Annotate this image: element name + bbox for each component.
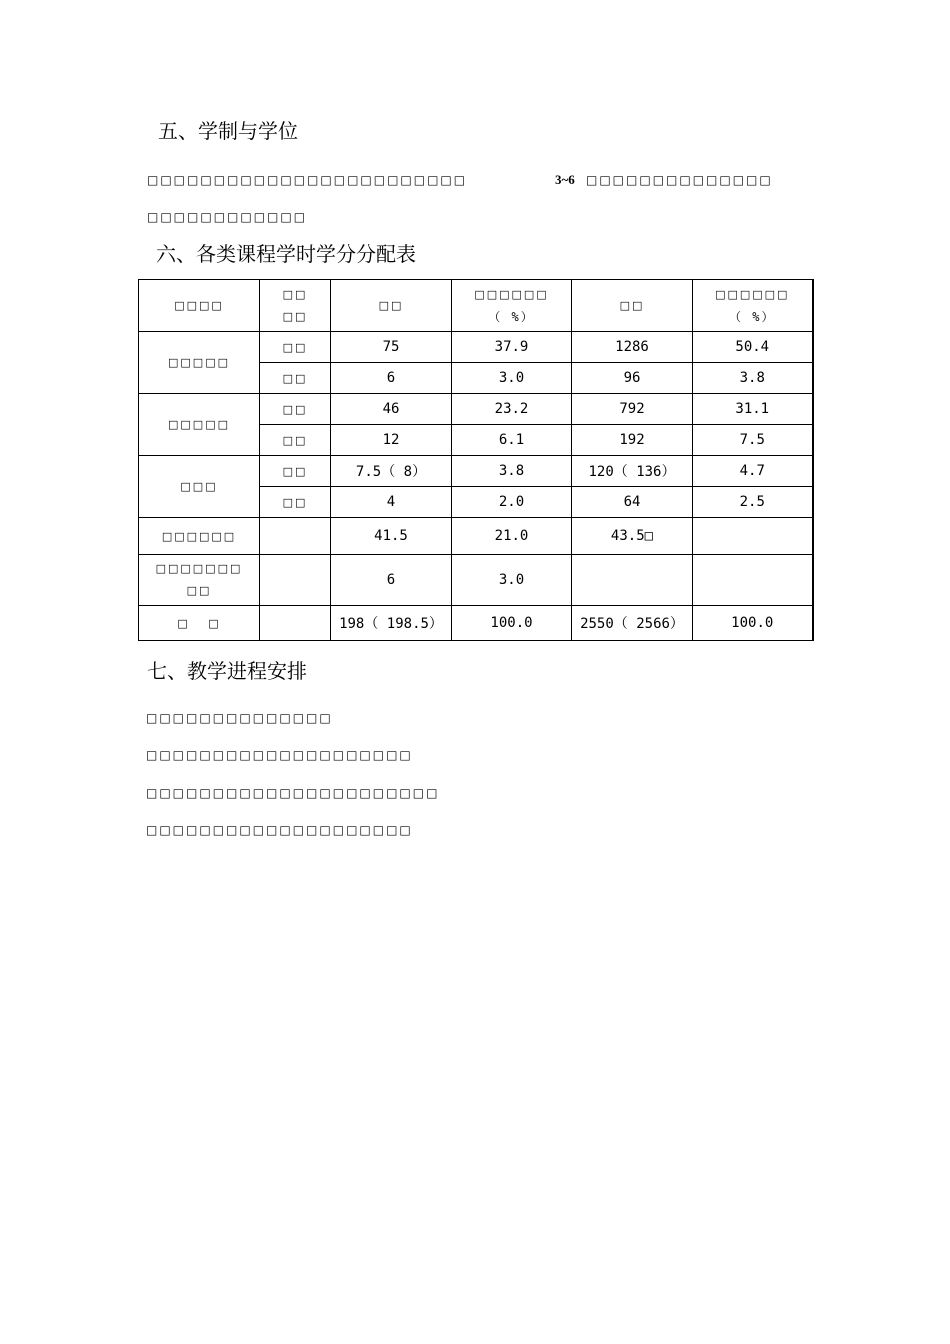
extra-name <box>139 555 260 606</box>
practice-hours-pct-empty <box>693 518 813 555</box>
row-hours-pct: 7.5 <box>693 425 813 456</box>
practice-name: □□□□□□ <box>139 518 260 555</box>
header-hours-pct <box>693 280 813 332</box>
header-credits: □□ <box>331 280 452 332</box>
total-name: □ □ <box>139 606 260 641</box>
extra-hours-pct-empty <box>693 555 813 606</box>
extra-row <box>139 555 813 606</box>
extra-hours-empty <box>572 555 693 606</box>
row-credit-pct: 2.0 <box>452 487 572 518</box>
header-nature-line2: □□ <box>282 309 308 323</box>
header-credit-pct <box>452 280 572 332</box>
practice-credit-pct: 21.0 <box>452 518 572 555</box>
extra-nature-empty <box>260 555 331 606</box>
row-credit-pct: 6.1 <box>452 425 572 456</box>
extra-name-line1: □□□□□□□ <box>155 562 243 575</box>
table-row <box>139 394 813 425</box>
row-hours: 96 <box>572 363 693 394</box>
row-credits: 4 <box>331 487 452 518</box>
row-hours: 120（ 136） <box>572 456 693 487</box>
row-hours: 792 <box>572 394 693 425</box>
section-five-line2: □□□□□□□□□□□□ <box>147 210 308 224</box>
row-nature: □□ <box>260 487 331 518</box>
total-hours: 2550（ 2566） <box>572 606 693 641</box>
header-credit-pct-line1: □□□□□□ <box>474 287 549 301</box>
row-hours-pct: 3.8 <box>693 363 813 394</box>
extra-credits: 6 <box>331 555 452 606</box>
row-credits: 6 <box>331 363 452 394</box>
extra-name-line2: □□ <box>186 584 212 597</box>
header-hours-pct-line1: □□□□□□ <box>715 287 790 301</box>
header-nature-line1: □□ <box>282 287 308 301</box>
section-seven-line: □□□□□□□□□□□□□□□□□□□□□□ <box>146 786 440 800</box>
section-seven-line: □□□□□□□□□□□□□□ <box>146 711 333 725</box>
credit-distribution-table <box>138 279 814 641</box>
group-name: □□□□□ <box>139 332 260 394</box>
total-nature-empty <box>260 606 331 641</box>
row-hours-pct: 50.4 <box>693 332 813 363</box>
table-row <box>139 332 813 363</box>
header-nature <box>260 280 331 332</box>
row-credit-pct: 23.2 <box>452 394 572 425</box>
row-credit-pct: 3.8 <box>452 456 572 487</box>
extra-credit-pct: 3.0 <box>452 555 572 606</box>
row-hours: 64 <box>572 487 693 518</box>
row-nature: □□ <box>260 363 331 394</box>
table-header-row <box>139 280 813 332</box>
row-credits: 7.5（ 8） <box>331 456 452 487</box>
row-credit-pct: 37.9 <box>452 332 572 363</box>
header-hours: □□ <box>572 280 693 332</box>
row-credits: 75 <box>331 332 452 363</box>
row-hours-pct: 31.1 <box>693 394 813 425</box>
section-six-heading: 六、各类课程学时学分分配表 <box>156 242 416 266</box>
row-nature: □□ <box>260 394 331 425</box>
row-credit-pct: 3.0 <box>452 363 572 394</box>
header-category: □□□□ <box>139 280 260 332</box>
row-hours-pct: 2.5 <box>693 487 813 518</box>
section-five-line1-a: □□□□□□□□□□□□□□□□□□□□□□□□ <box>147 173 468 187</box>
row-nature: □□ <box>260 332 331 363</box>
total-row <box>139 606 813 641</box>
row-credits: 12 <box>331 425 452 456</box>
section-seven-heading: 七、教学进程安排 <box>147 659 307 683</box>
row-hours: 192 <box>572 425 693 456</box>
header-hours-pct-line2: （ %） <box>729 309 776 324</box>
section-five-heading: 五、学制与学位 <box>158 119 298 143</box>
practice-row <box>139 518 813 555</box>
practice-credits: 41.5 <box>331 518 452 555</box>
row-nature: □□ <box>260 456 331 487</box>
total-credits: 198（ 198.5） <box>331 606 452 641</box>
section-seven-line: □□□□□□□□□□□□□□□□□□□□ <box>146 748 413 762</box>
section-five-line1-c: □□□□□□□□□□□□□□ <box>586 173 773 187</box>
section-five-line1-b: 3~6 <box>555 172 575 187</box>
row-nature: □□ <box>260 425 331 456</box>
group-name: □□□ <box>139 456 260 518</box>
practice-hours: 43.5□ <box>572 518 693 555</box>
group-name: □□□□□ <box>139 394 260 456</box>
row-hours: 1286 <box>572 332 693 363</box>
row-credits: 46 <box>331 394 452 425</box>
row-hours-pct: 4.7 <box>693 456 813 487</box>
practice-nature-empty <box>260 518 331 555</box>
section-seven-line: □□□□□□□□□□□□□□□□□□□□ <box>146 823 413 837</box>
table-row <box>139 456 813 487</box>
header-credit-pct-line2: （ %） <box>488 309 535 324</box>
total-credit-pct: 100.0 <box>452 606 572 641</box>
total-hours-pct: 100.0 <box>693 606 813 641</box>
